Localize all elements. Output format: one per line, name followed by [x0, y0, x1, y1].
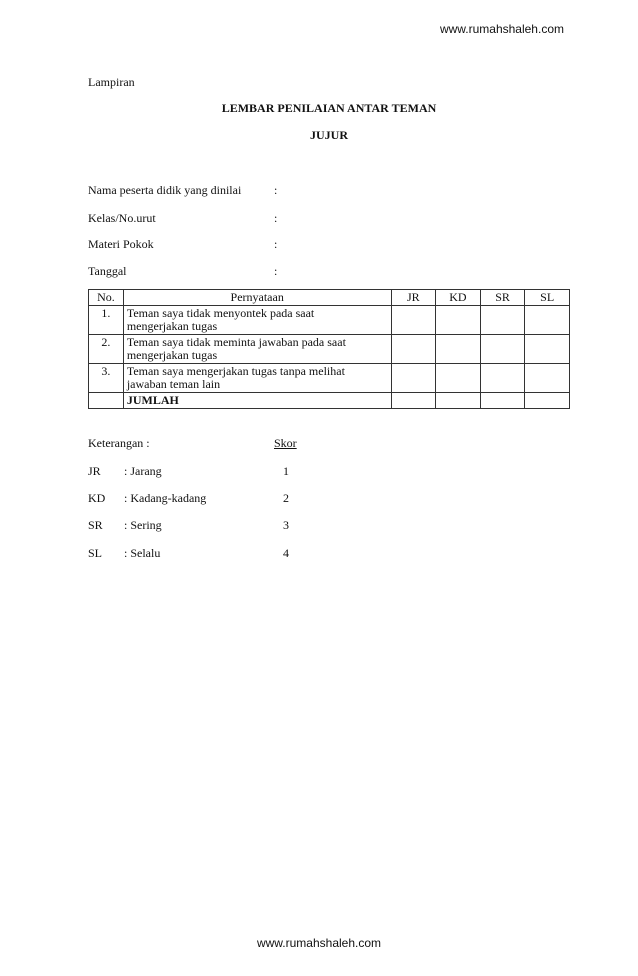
legend-code-jr: JR [88, 464, 101, 478]
table-header-row [89, 290, 570, 306]
legend-desc-kd: : Kadang-kadang [124, 491, 207, 505]
cell-sr [480, 364, 525, 393]
field-label-materi: Materi Pokok [88, 237, 154, 251]
header-jr: JR [391, 290, 436, 306]
legend-score-sl: 4 [283, 546, 289, 560]
document-subtitle: JUJUR [310, 128, 348, 142]
header-statement: Pernyataan [123, 290, 391, 306]
cell-kd [436, 364, 481, 393]
legend-code-sl: SL [88, 546, 103, 560]
legend-code-sr: SR [88, 518, 103, 532]
table-total-row [89, 393, 570, 409]
row-statement [123, 364, 391, 393]
cell-sr [480, 306, 525, 335]
cell-kd [436, 306, 481, 335]
cell-jr [391, 335, 436, 364]
field-colon-tanggal: : [274, 264, 278, 278]
table-row [89, 306, 570, 335]
total-kd [436, 393, 481, 409]
legend-score-kd: 2 [283, 491, 289, 505]
document-title: LEMBAR PENILAIAN ANTAR TEMAN [221, 101, 437, 115]
legend-desc-sr: : Sering [124, 518, 162, 532]
header-kd: KD [436, 290, 481, 306]
field-label-tanggal: Tanggal [88, 264, 127, 278]
row-number: 3. [89, 364, 124, 393]
table-row [89, 364, 570, 393]
legend-score-sr: 3 [283, 518, 289, 532]
statement-line: jawaban teman lain [126, 377, 221, 391]
cell-sr [480, 335, 525, 364]
field-colon-materi: : [274, 237, 278, 251]
statement-line: mengerjakan tugas [126, 348, 218, 362]
cell-jr [391, 306, 436, 335]
total-empty-cell [89, 393, 124, 409]
field-label-kelas: Kelas/No.urut [88, 211, 156, 225]
statement-line: mengerjakan tugas [126, 319, 218, 333]
total-sl [525, 393, 570, 409]
row-number: 2. [89, 335, 124, 364]
field-colon-nama: : [274, 183, 278, 197]
footer-url: www.rumahshaleh.com [256, 936, 382, 950]
field-label-nama: Nama peserta didik yang dinilai [88, 183, 242, 197]
cell-kd [436, 335, 481, 364]
cell-sl [525, 364, 570, 393]
statement-line: Teman saya tidak meminta jawaban pada saat [126, 335, 346, 349]
table-row [89, 335, 570, 364]
legend-title: Keterangan : [88, 436, 150, 450]
cell-jr [391, 364, 436, 393]
legend-desc-sl: : Selalu [124, 546, 161, 560]
total-jr [391, 393, 436, 409]
statement-line: Teman saya mengerjakan tugas tanpa melihat [126, 364, 345, 378]
assessment-table [88, 289, 570, 409]
header-sr: SR [480, 290, 525, 306]
cell-sl [525, 306, 570, 335]
field-colon-kelas: : [274, 211, 278, 225]
header-sl: SL [525, 290, 570, 306]
legend-desc-jr: : Jarang [124, 464, 162, 478]
header-url: www.rumahshaleh.com [439, 22, 564, 36]
legend-code-kd: KD [88, 491, 106, 505]
header-no: No. [89, 290, 124, 306]
score-title: Skor [274, 436, 297, 450]
total-sr [480, 393, 525, 409]
statement-line: Teman saya tidak menyontek pada saat [126, 306, 315, 320]
row-statement [123, 306, 391, 335]
cell-sl [525, 335, 570, 364]
row-number: 1. [89, 306, 124, 335]
row-statement [123, 335, 391, 364]
lampiran-label: Lampiran [88, 75, 135, 89]
legend-score-jr: 1 [283, 464, 289, 478]
total-label: JUMLAH [123, 393, 391, 409]
